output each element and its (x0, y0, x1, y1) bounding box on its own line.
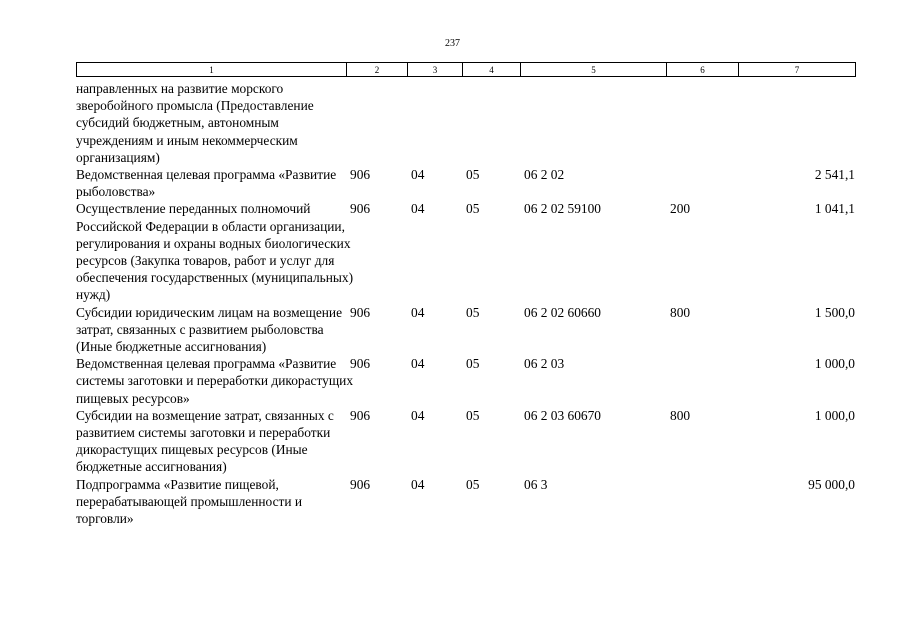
row-description: Ведомственная целевая программа «Развитие системы заготовки и переработки дикорастущих пищевых ресурсов» (76, 356, 354, 406)
header-col-5: 5 (521, 63, 667, 77)
header-col-1: 1 (77, 63, 347, 77)
target-article-code: 06 3 (524, 476, 548, 492)
subsection-code: 05 (466, 304, 480, 320)
row-description: направленных на развитие морского зверобойного промысла (Предоставление субсидий бюджетным, автономным учреждениям и иным некоммерческим организациям) (76, 81, 314, 165)
section-code: 04 (411, 304, 425, 320)
table-row (76, 355, 855, 407)
subsection-code: 05 (466, 356, 480, 372)
header-col-6: 6 (667, 63, 739, 77)
expense-type-code: 800 (670, 304, 691, 320)
row-description: Подпрограмма «Развитие пищевой, перерабатывающей промышленности и торговли» (76, 476, 303, 527)
target-article-code: 06 2 03 60670 (524, 407, 601, 423)
header-col-2: 2 (347, 63, 408, 77)
target-article-code: 06 2 02 (524, 167, 565, 183)
column-number-header (76, 62, 856, 77)
ministry-code: 906 (350, 356, 371, 372)
section-code: 04 (411, 356, 425, 372)
budget-table-body (76, 80, 855, 527)
subsection-code: 05 (466, 476, 480, 492)
section-code: 04 (411, 407, 425, 423)
table-row (76, 80, 855, 166)
ministry-code: 906 (350, 304, 371, 320)
table-row (76, 166, 855, 200)
table-row (76, 407, 855, 476)
amount: 1 500,0 (814, 304, 855, 320)
section-code: 04 (411, 201, 425, 217)
ministry-code: 906 (350, 476, 371, 492)
target-article-code: 06 2 02 60660 (524, 304, 601, 320)
row-description: Субсидии юридическим лицам на возмещение затрат, связанных с развитием рыболовства (Иные бюджетные ассигнования) (76, 304, 343, 355)
amount: 95 000,0 (808, 476, 855, 492)
header-col-4: 4 (463, 63, 521, 77)
section-code: 04 (411, 476, 425, 492)
table-row (76, 304, 855, 356)
amount: 2 541,1 (814, 167, 855, 183)
subsection-code: 05 (466, 201, 480, 217)
ministry-code: 906 (350, 201, 371, 217)
expense-type-code: 800 (670, 407, 691, 423)
ministry-code: 906 (350, 167, 371, 183)
target-article-code: 06 2 03 (524, 356, 565, 372)
header-col-3: 3 (408, 63, 463, 77)
target-article-code: 06 2 02 59100 (524, 201, 601, 217)
amount: 1 000,0 (814, 356, 855, 372)
ministry-code: 906 (350, 407, 371, 423)
row-description: Субсидии на возмещение затрат, связанных с развитием системы заготовки и переработки дикорастущих пищевых ресурсов (Иные бюджетные ассигнования) (76, 407, 334, 475)
row-description: Осуществление переданных полномочий Российской Федерации в области организации, регулирования и охраны водных биологических ресурсов (Закупка товаров, работ и услуг для обеспечения государственных (муниципальных) нужд) (76, 201, 354, 303)
header-col-7: 7 (739, 63, 856, 77)
section-code: 04 (411, 167, 425, 183)
amount: 1 000,0 (814, 407, 855, 423)
amount: 1 041,1 (814, 201, 855, 217)
subsection-code: 05 (466, 407, 480, 423)
table-row (76, 200, 855, 303)
page-number: 237 (445, 38, 460, 49)
row-description: Ведомственная целевая программа «Развитие рыболовства» (76, 167, 337, 200)
subsection-code: 05 (466, 167, 480, 183)
expense-type-code: 200 (670, 201, 691, 217)
table-row (76, 476, 855, 528)
